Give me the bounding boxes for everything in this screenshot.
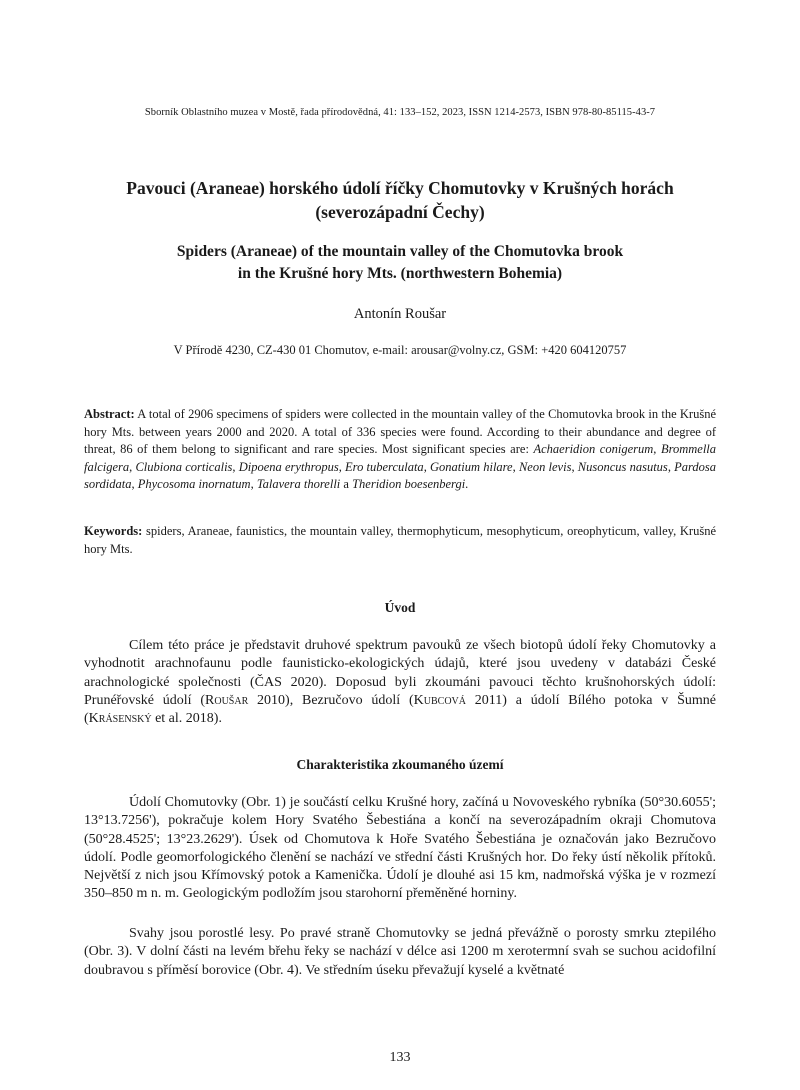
paragraph-text: et al. 2018). (151, 711, 222, 727)
paragraph-charakteristika-2: Svahy jsou porostlé lesy. Po pravé straně Chomutovky se jedná převážně o porosty smrku ztepilého (Obr. 3). V dolní části na levém břehu řeky se nachází v délce asi 1200 m xerotermní svah se suchou acidofilní doubravou s příměsí borovice (Obr. 4). Ve středním úseku převažují kyselé a květnaté (84, 926, 716, 978)
title-czech (84, 176, 716, 224)
section-title-charakteristika: Charakteristika zkoumaného území (296, 757, 504, 772)
species-name: Neon levis (518, 459, 572, 474)
species-name: Phycosoma inornatum (137, 477, 251, 492)
paragraph-text: 2010), Bezručovo údolí ( (248, 692, 414, 708)
species-name: Theridion boesenbergi (352, 477, 466, 492)
page-number: 133 (389, 1050, 411, 1065)
abstract (84, 406, 716, 494)
paragraph-text: Cílem této práce je představit druhové spektrum pavouků ze všech biotopů údolí řeky Chomutovky a vyhodnotit arachnofaunu podle faunisticko-ekologických údajů, které jsou uvedeny v databázi České arachnologické společnosti (ČAS 2020). Doposud byli zkoumáni pavouci těchto krušnohorských údolí: Prunéřovské údolí ( (84, 638, 716, 708)
title-english-line-1: Spiders (Araneae) of the mountain valley of the Chomutovka brook (176, 243, 624, 260)
species-list: Achaeridion conigerum, Brommella falcigera, Clubiona corticalis, Dipoena erythropus, Ero tuberculata, Gonatium hilare, Neon levis, Nusoncus nasutus, Pardosa sordidata, Phycosoma inornatum, Talavera thorelli a Theridion boesenbergi. (84, 442, 717, 492)
species-name: Dipoena erythropus (238, 459, 339, 474)
species-name: Pardosa sordidata (84, 459, 717, 492)
author-address: V Přírodě 4230, CZ-430 01 Chomutov, e-mail: arousar@volny.cz, GSM: +420 604120757 (173, 343, 627, 357)
species-name: Gonatium hilare (430, 459, 513, 474)
abstract-text: A total of 2906 specimens of spiders were collected in the mountain valley of the Chomutovka brook in the Krušné hory Mts. between years 2000 and 2020. A total of 336 species were found. According to their abundance and degree of threat, 86 of them belong to significant and rare species. Most significant species are: (84, 407, 716, 457)
keywords (84, 523, 716, 558)
paragraph-uvod (84, 637, 716, 728)
abstract-label: Abstract: (84, 407, 135, 421)
paragraph-charakteristika-1: Údolí Chomutovky (Obr. 1) je součástí celku Krušné hory, začíná u Novoveského rybníka (50°30.6055'; 13°13.7256'), pokračuje kolem Hory Svatého Šebestiána a končí na severozápadním okraji Chomutova (50°28.4525'; 13°23.2629'). Úsek od Chomutova k Hoře Svatého Šebestiána je označován jako Bezručovo údolí. Podle geomorfologického členění se nachází ve střední části Krušných hor. Do řeky ústí několik přítoků. Největší z nich jsou Křímovský potok a Kamenička. Údolí je dlouhé asi 15 km, nadmořská výška je v rozmezí 350–850 m n. m. Geologickým podložím jsou starohorní přeměněné horniny. (84, 795, 716, 902)
species-name: Achaeridion conigerum (533, 442, 654, 457)
species-name: Clubiona corticalis (135, 459, 233, 474)
species-name: Ero tuberculata (345, 459, 424, 474)
running-header: Sborník Oblastního muzea v Mostě, řada přírodovědná, 41: 133–152, 2023, ISSN 1214-2573, ISBN 978-80-85115-43-7 (144, 107, 656, 118)
title-czech-line-2: (severozápadní Čechy) (315, 202, 485, 222)
species-name: Brommella falcigera (84, 442, 717, 474)
section-title-uvod: Úvod (384, 600, 416, 615)
citation-author: Kubcová (413, 692, 466, 708)
keywords-text: spiders, Araneae, faunistics, the mountain valley, thermophyticum, mesophyticum, oreophyticum, valley, Krušné hory Mts. (84, 524, 716, 556)
title-english (84, 241, 716, 285)
species-name: Nusoncus nasutus (577, 459, 668, 474)
species-name: Talavera thorelli (256, 477, 341, 492)
paragraph-text: 2011) a údolí Bílého potoka v Šumné ( (84, 692, 716, 727)
keywords-label: Keywords: (84, 524, 143, 538)
title-english-line-2: in the Krušné hory Mts. (northwestern Bohemia) (237, 265, 563, 282)
citation-author: Krásenský (88, 711, 152, 727)
citation-author: Roušar (205, 692, 249, 708)
title-czech-line-1: Pavouci (Araneae) horského údolí říčky Chomutovky v Krušných horách (126, 178, 674, 198)
author-name: Antonín Roušar (353, 306, 447, 322)
